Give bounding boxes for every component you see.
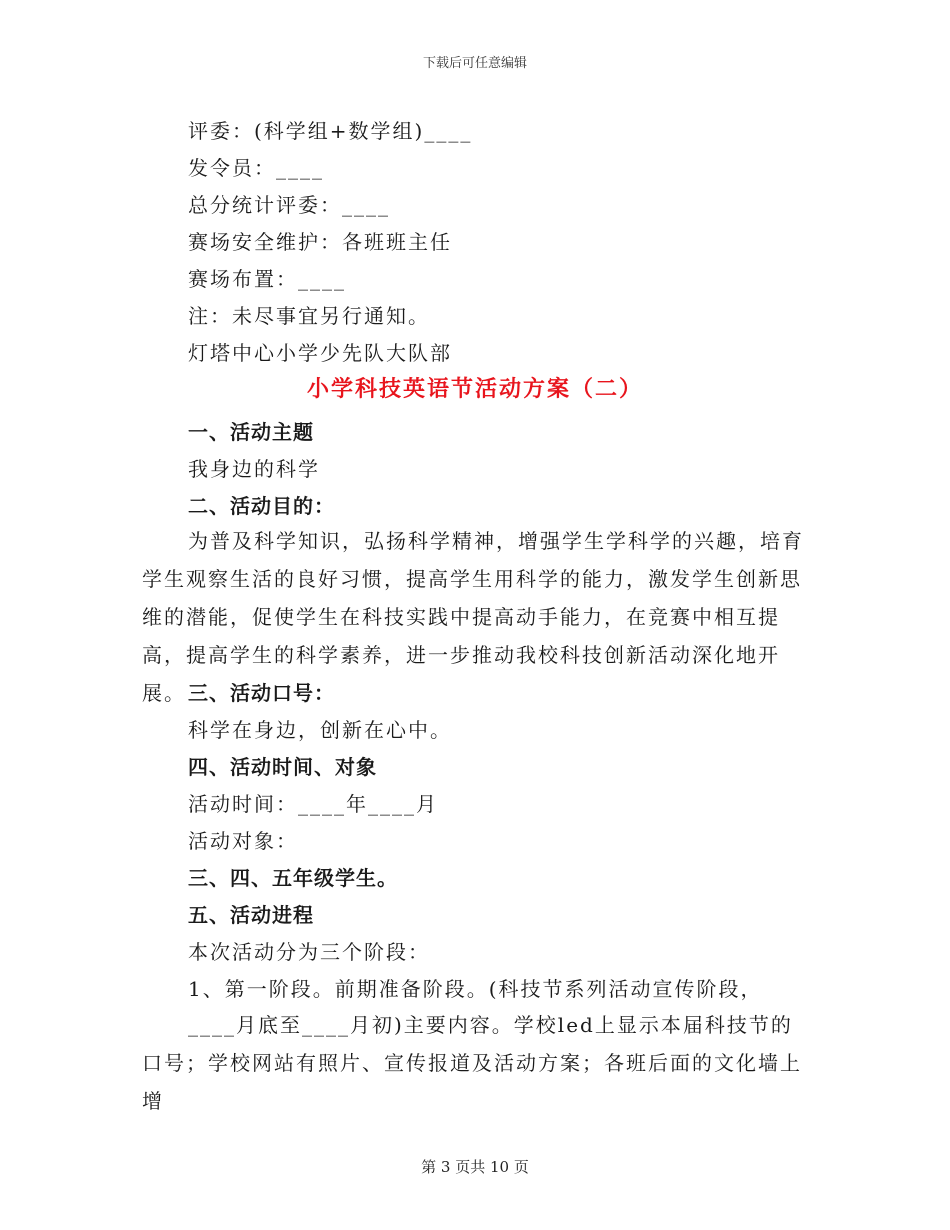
section-3-body: 科学在身边，创新在心中。 — [188, 718, 452, 742]
stage-1-detail: ____月底至____月初)主要内容。学校led上显示本届科技节的口号；学校网站有照片、宣传报道及活动方案；各班后面的文化墙上增 — [142, 1013, 802, 1113]
section-1-heading: 一、活动主题 — [188, 420, 314, 444]
judges-line: 评委：(科学组+数学组)____ — [188, 119, 473, 143]
section-4-heading: 四、活动时间、对象 — [188, 755, 377, 779]
document-title: 小学科技英语节活动方案（二） — [306, 377, 643, 402]
section-5-heading: 五、活动进程 — [188, 903, 314, 927]
starter-line: 发令员：____ — [188, 156, 324, 180]
score-judge-line: 总分统计评委：____ — [188, 193, 390, 217]
note-line: 注：未尽事宜另行通知。 — [188, 304, 430, 328]
section-1-body: 我身边的科学 — [188, 457, 320, 481]
activity-target-line: 活动对象： — [188, 829, 298, 853]
section-2-heading: 二、活动目的： — [188, 494, 335, 518]
venue-setup-line: 赛场布置：____ — [188, 267, 346, 291]
safety-line: 赛场安全维护：各班班主任 — [188, 230, 452, 254]
stage-1-line: 1、第一阶段。前期准备阶段。(科技节系列活动宣传阶段， — [188, 977, 763, 1001]
section-3-heading: 三、活动口号： — [188, 681, 335, 705]
page-header: 下载后可任意编辑 — [422, 56, 527, 71]
stages-intro-line: 本次活动分为三个阶段： — [188, 940, 430, 964]
section-2-body: 为普及科学知识，弘扬科学精神，增强学生学科学的兴趣，培育学生观察生活的良好习惯，提高学生用科学的能力，激发学生创新思维的潜能，促使学生在科技实践中提高动手能力，在竞赛中相互提高，提高学生的科学素养，进一步推动我校科技创新活动深化地开展。 — [142, 529, 804, 705]
grades-line: 三、四、五年级学生。 — [188, 866, 398, 890]
page-footer: 第 3 页共 10 页 — [421, 1158, 529, 1176]
activity-time-line: 活动时间：____年____月 — [188, 792, 438, 816]
organizer-line: 灯塔中心小学少先队大队部 — [188, 341, 452, 365]
